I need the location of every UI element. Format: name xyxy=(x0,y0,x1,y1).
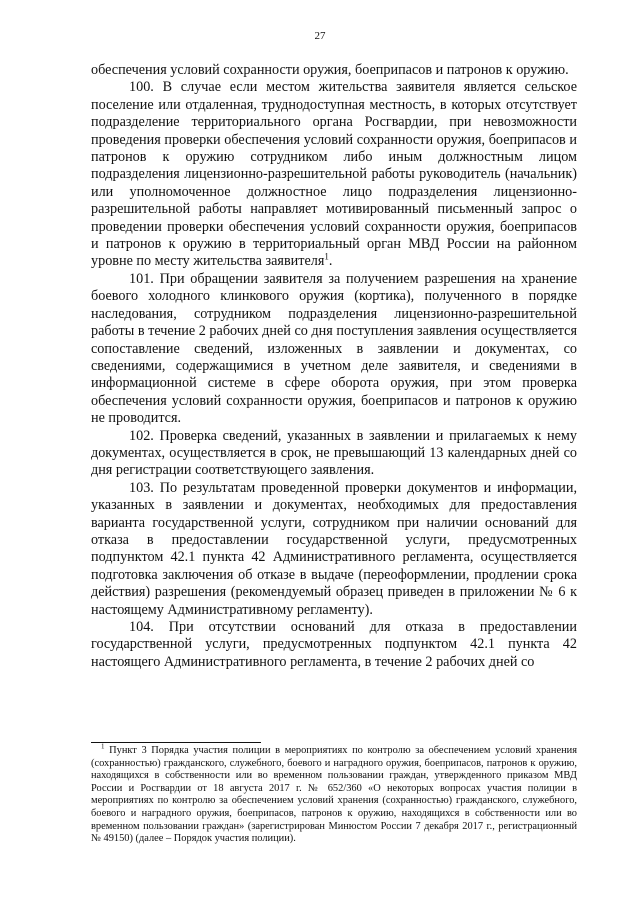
footnote xyxy=(91,742,577,846)
paragraph-100: 100. В случае если местом жительства заявителя является сельское поселение или отдаленная, труднодоступная местность, в которых отсутствует подразделение территориального органа Росгвардии, при невозможности проведения проверки обеспечения условий сохранности оружия, боеприпасов и патронов к оружию сотрудником либо иным должностным лицом подразделения лицензионно-разрешительной работы руководитель (начальник) или уполномоченное должностное лицо подразделения лицензионно-разрешительной работы направляет мотивированный письменный запрос о проведении проверки обеспечения условий сохранности оружия, боеприпасов и патронов к оружию в территориальный орган МВД России на районном уровне по месту жительства заявителя$^1$. xyxy=(91,79,577,270)
paragraph-101: 101. При обращении заявителя за получением разрешения на хранение боевого холодного клинкового оружия (кортика), полученного в порядке наследования, сотрудником подразделения лицензионно-разрешительной работы в течение 2 рабочих дней со дня поступления заявления осуществляется сопоставление сведений, изложенных в заявлении и документах, со сведениями, содержащимися в учетном деле заявителя, и сведениями в информационной системе в сфере оборота оружия, при этом проверка обеспечения условий сохранности оружия, боеприпасов и патронов к оружию не проводится. xyxy=(91,270,577,427)
body-text xyxy=(91,62,577,671)
paragraph-103: 103. По результатам проведенной проверки документов и информации, указанных в заявлении и документах, необходимых для предоставления варианта государственной услуги, сотрудником при наличии оснований для отказа в предоставлении государственной услуги, предусмотренных подпунктом 42.1 пункта 42 Административного регламента, осуществляется подготовка заключения об отказе в выдаче (переоформлении, продлении срока действия) разрешения (рекомендуемый образец приведен в приложении № 6 к настоящему Административному регламенту). xyxy=(91,479,577,618)
paragraph-102: 102. Проверка сведений, указанных в заявлении и прилагаемых к нему документах, осуществляется в срок, не превышающий 13 календарных дней со дня регистрации соответствующего заявления. xyxy=(91,427,577,479)
paragraph-100-text: 100. В случае если местом жительства заявителя является сельское поселение или отдаленная, труднодоступная местность, в которых отсутствует подразделение территориального органа Росгвардии, при невозможности проведения проверки обеспечения условий сохранности оружия, боеприпасов и патронов к оружию сотрудником либо иным должностным лицом подразделения лицензионно-разрешительной работы руководитель (начальник) или уполномоченное должностное лицо подразделения лицензионно-разрешительной работы направляет мотивированный письменный запрос о проведении проверки обеспечения условий сохранности оружия, боеприпасов и патронов к оружию в территориальный орган МВД России на районном уровне по месту жительства заявителя xyxy=(91,79,577,270)
page-number: 27 xyxy=(314,30,326,42)
footnote-marker: 1 xyxy=(101,742,105,751)
footnote-text: Пункт 3 Порядка участия полиции в мероприятиях по контролю за обеспечением условий хранения (сохранностью) гражданского, служебного, боевого и наградного оружия, боеприпасов, патронов к оружию, находящихся в собственности или во временном пользовании граждан, утвержденного приказом МВД России и Росгвардии от 18 августа 2017 г. № 652/360 «О некоторых вопросах участия полиции в мероприятиях по контролю за обеспечением условий хранения (сохранностью) гражданского, служебного, боевого и наградного оружия, боеприпасов, патронов к оружию, находящихся в собственности или во временном пользовании граждан» (зарегистрирован Минюстом России 7 декабря 2017 г., регистрационный № 49150) (далее – Порядок участия полиции). xyxy=(91,745,577,845)
paragraph-104: 104. При отсутствии оснований для отказа в предоставлении государственной услуги, предусмотренных подпунктом 42.1 пункта 42 настоящего Административного регламента, в течение 2 рабочих дней со xyxy=(91,619,577,670)
footnote-reference: 1 xyxy=(324,251,329,262)
paragraph-continuation: обеспечения условий сохранности оружия, боеприпасов и патронов к оружию. xyxy=(91,62,569,78)
footnote-separator xyxy=(91,742,261,743)
